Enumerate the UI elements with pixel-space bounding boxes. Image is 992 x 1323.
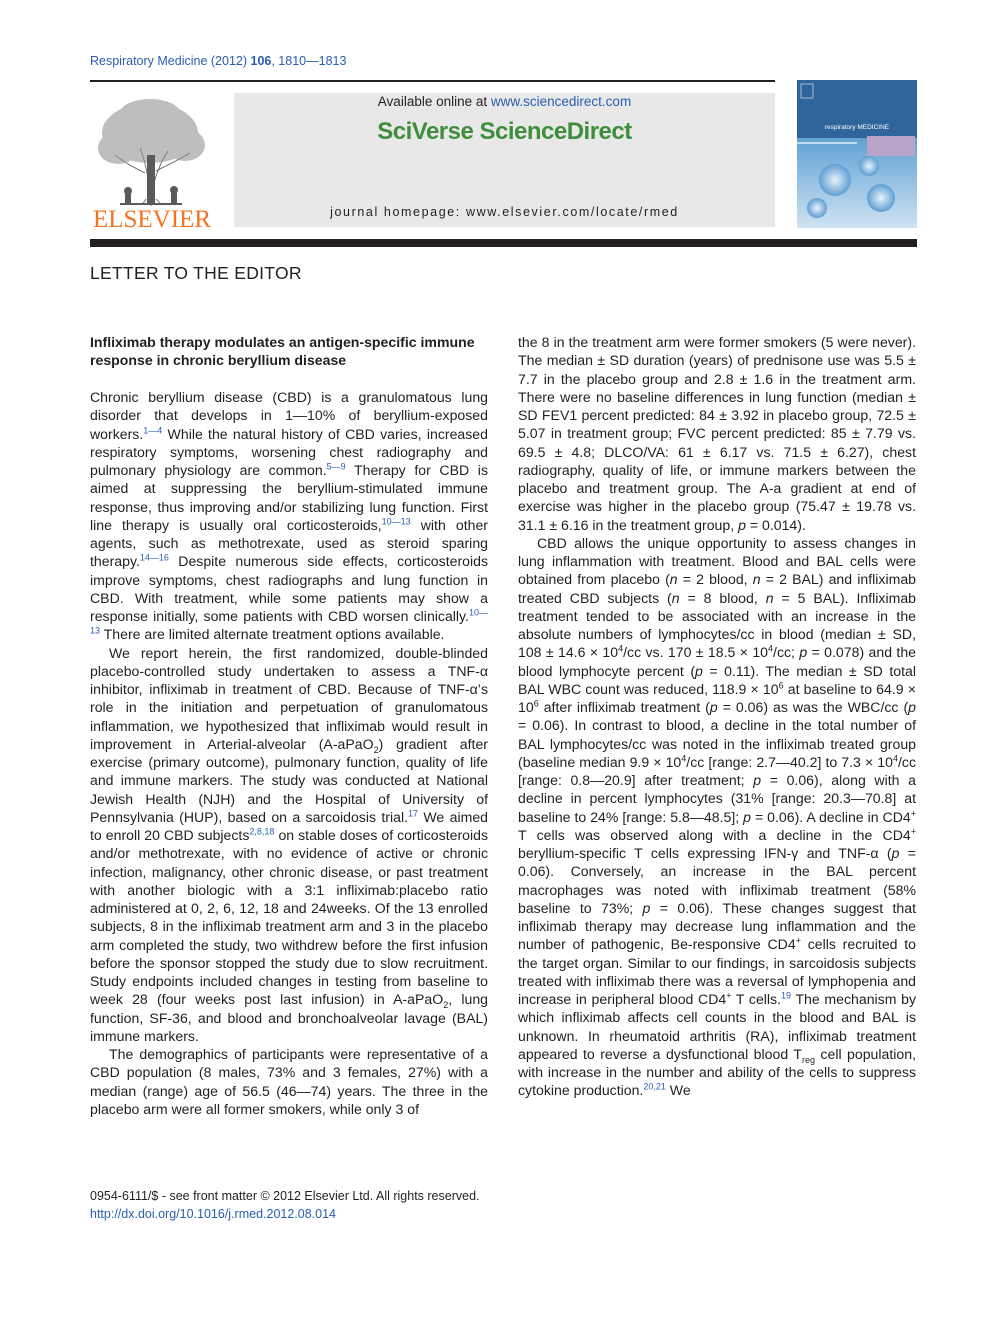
sciverse-logo[interactable]: SciVerse ScienceDirect [377,118,632,145]
header-thick-rule [90,239,917,247]
section-label: LETTER TO THE EDITOR [90,263,302,283]
paragraph: CBD allows the unique opportunity to assess changes in lung inflammation with treatment. Blood and BAL cells were obtained from placebo (n = 2 blood, n = 2 BAL) and infliximab treated CBD subjects (n = 8 blood, n = 5 BAL). Infliximab treatment tended to be associated with an increase in the absolute numbers of lymphocytes/cc in blood (median ± SD, $108 \pm 14.6 \times 10^4/cc$ vs. $170 \pm 18.5 \times 10^4/cc$; p = 0.078) and the blood lymphocyte percent (p = 0.11). The median ± SD total BAL WBC count was reduced, $118.9 \times 10^6$ at baseline to $64.9 \times 10^6$ after infliximab treatment (p = 0.06) as was the WBC/cc (p = 0.06). In contrast to blood, a decline in the total number of BAL lymphocytes/cc was noted in the infliximab treated group (baseline median $9.9 \times 10^4/cc$ [range: 2.7—40.2] to $7.3 \times 10^4/cc$ [range: 0.8—20.9] after treatment; p = 0.06), along with a decline in percent lymphocytes (31% [range: 20.3—70.8] at baseline to 24% [range: 5.8—48.5]; p = 0.06). A decline in CD4+ T cells was observed along with a decline in the CD4+ beryllium-specific T cells expressing IFN-γ and TNF-α (p = 0.06). Conversely, an increase in the BAL percent macrophages was noted with infliximab treatment (58% baseline to 73%; p = 0.06). These changes suggest that infliximab therapy may decrease lung inflammation and the number of pathogenic, Be-responsive CD4+ cells recruited to the target organ. Similar to our findings, in sarcoidosis subjects treated with infliximab there was a reversal of lymphopenia and increase in peripheral blood CD4+ T cells.$^{19}$ The mechanism by which infliximab affects cell counts in the blood and BAL is unknown. In rheumatoid arthritis (RA), infliximab treatment appeared to reverse a dysfunctional blood $T_{reg}$ cell population, with increase in the number and ability of the cells to suppress cytokine production.$^{20,21}$ We [518,534,917,1099]
journal-homepage[interactable]: journal homepage: www.elsevier.com/locate/rmed [330,205,679,219]
paragraph: We report herein, the first randomized, double-blinded placebo-controlled study undertaken to assess a TNF-α inhibitor, infliximab in treatment of CBD. Because of TNF-α’s role in the initiation and perpetuation of granulomatous inflammation, we hypothesized that infliximab would result in improvement in Arterial-alveolar (A-aPaO$_2$) gradient after exercise (primary outcome), pulmonary function, quality of life and immune markers. The study was conducted at National Jewish Health (NJH) and the Hospital of University of Pennsylvania (HUP), based on a sarcoidosis trial.$^{17}$ We aimed to enroll 20 CBD subjects$^{2,8,18}$ on stable doses of corticosteroids and/or methotrexate, with no evidence of active or chronic infection, malignancy, other chronic disease, or past treatment with another biologic with a 3:1 infliximab:placebo ratio administered at 0, 2, 6, 12, 18 and 24weeks. Of the 13 enrolled subjects, 8 in the infliximab treatment arm and 3 in the placebo arm completed the study, two withdrew before the first infusion before the sponsor stopped the study due to slow recruitment. Study endpoints included changes in testing from baseline to week 28 (four weeks post last infusion) in A-aPaO$_2$, lung function, SF-36, and blood and bronchoalveolar lavage (BAL) immune markers. [90,644,489,1044]
body-column-right [518,333,916,1100]
sciencedirect-link[interactable]: www.sciencedirect.com [490,94,632,109]
citation-link[interactable]: 14—16 [139,552,169,563]
citation-link[interactable]: 19 [781,990,792,1001]
citation-link[interactable]: 2,8,18 [249,826,275,837]
doi-link[interactable]: http://dx.doi.org/10.1016/j.rmed.2012.08.014 [90,1207,337,1221]
citation-link[interactable]: 1—4 [143,424,163,435]
citation-link[interactable]: 20,21 [643,1081,666,1092]
body-column-left [90,388,488,1118]
journal-citation[interactable] [90,54,346,68]
journal-name: Respiratory Medicine (2012) [90,54,248,68]
footer-copyright: 0954-6111/$ - see front matter © 2012 Elsevier Ltd. All rights reserved. [90,1189,480,1203]
available-online [234,94,775,109]
paragraph: the 8 in the treatment arm were former smokers (5 were never). The median ± SD duration (years) of prednisone use was 5.5 ± 7.7 in the placebo group and 2.8 ± 1.6 in the treatment arm. There were no baseline differences in lung function (median ± SD FEV1 percent predicted: 84 ± 3.92 in placebo group, 72.5 ± 5.07 in treatment group; FVC percent predicted: 85 ± 7.79 vs. 69.5 ± 4.8; DLCO/VA: 61 ± 6.17 vs. 71.5 ± 6.27), chest radiography, quality of life, or immune markers between the placebo and treatment group. The A-a gradient at end of exercise was higher in the placebo group (75.47 ± 19.78 vs. 31.1 ± 6.16 in the treatment group, p = 0.014). [518,334,916,533]
citation-link[interactable]: 17 [408,808,419,819]
journal-cover-image[interactable] [797,80,917,228]
cover-title: respiratory MEDICINE [824,124,890,131]
available-prefix: Available online at [377,94,491,109]
paragraph: Chronic beryllium disease (CBD) is a granulomatous lung disorder that develops in 1—10% of beryllium-exposed workers.$^{1—4}$ While the natural history of CBD varies, increased respiratory symptoms, worsening chest radiography and pulmonary physiology are common.$^{5—9}$ Therapy for CBD is aimed at suppressing the beryllium-stimulated immune response, thus improving and/or stabilizing lung function. First line therapy is usually oral corticosteroids,$^{10—13}$ with other agents, such as methotrexate, used as steroid sparing therapy.$^{14—16}$ Despite numerous side effects, corticosteroids improve symptoms, chest radiographs and lung function in CBD. With treatment, while some patients may show a response initially, some patients with CBD worsen clinically.$^{10—13}$ There are limited alternate treatment options available. [90,389,488,643]
article-title: Infliximab therapy modulates an antigen-specific immune response in chronic beryllium disease [90,334,475,369]
elsevier-wordmark[interactable]: ELSEVIER [92,206,212,233]
header-top-rule [90,80,775,82]
citation-link[interactable]: 10—13 [381,516,411,527]
citation-link[interactable]: 10—13 [90,607,488,636]
paragraph: The demographics of participants were representative of a CBD population (8 males, 73% and 3 females, 27%) with a median (range) age of 56.5 (46—74) years. The three in the placebo arm were all former smokers, while only 3 of [90,1046,488,1117]
citation-link[interactable]: 5—9 [326,461,346,472]
journal-pages: , 1810—1813 [271,54,347,68]
journal-volume: 106 [250,54,272,68]
